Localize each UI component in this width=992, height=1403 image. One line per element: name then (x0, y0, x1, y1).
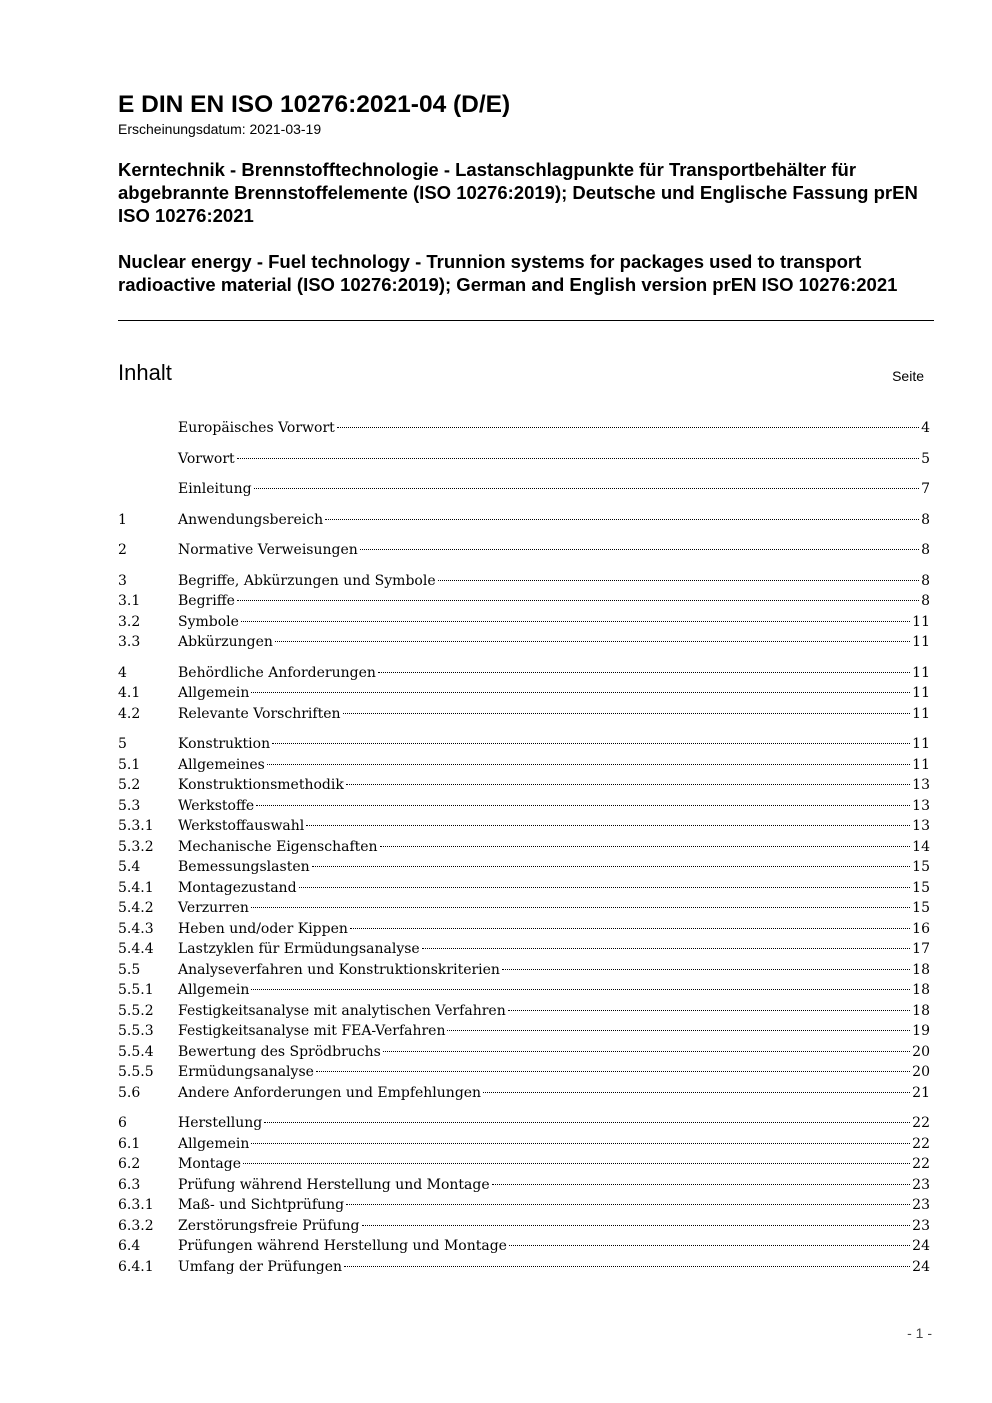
toc-entry[interactable] (118, 898, 930, 919)
toc-leader-dots (299, 887, 911, 888)
toc-leader-dots (346, 784, 910, 785)
toc-entry[interactable] (118, 796, 930, 817)
toc-entry-label: Einleitung (178, 481, 252, 497)
toc-entry-number: 5.4 (118, 859, 141, 875)
toc-entry-number: 5.5.4 (118, 1043, 154, 1060)
toc-entry-label: Montage (178, 1156, 241, 1172)
toc-entry[interactable] (118, 1195, 930, 1216)
toc-leader-dots (350, 928, 910, 929)
toc-entry[interactable] (118, 571, 930, 592)
toc-entry-label: Normative Verweisungen (178, 542, 358, 558)
toc-leader-dots (237, 458, 919, 459)
toc-entry-number: 6.3 (118, 1176, 141, 1193)
toc-leader-dots (243, 1163, 910, 1164)
toc-leader-dots (312, 866, 911, 867)
toc-entry-page: 24 (912, 1258, 930, 1275)
toc-leader-dots (251, 907, 910, 908)
toc-leader-dots (251, 1143, 910, 1144)
toc-entry-label: Vorwort (178, 450, 235, 467)
toc-leader-dots (275, 641, 910, 642)
document-id: E DIN EN ISO 10276:2021-04 (D/E) (118, 91, 511, 118)
toc-entry-number: 6.4.1 (118, 1258, 154, 1275)
toc-entry-label: Konstruktionsmethodik (178, 777, 344, 793)
toc-entry-number: 5.5.3 (118, 1023, 154, 1039)
toc-entry-label: Bemessungslasten (178, 859, 310, 875)
toc-leader-dots (502, 969, 910, 970)
toc-leader-dots (272, 743, 910, 744)
toc-entry-number: 6.2 (118, 1156, 141, 1172)
toc-entry-page: 23 (912, 1176, 930, 1193)
toc-entry-number: 5.4.4 (118, 941, 154, 957)
toc-entry-number: 4 (118, 664, 127, 681)
toc-entry-number: 3 (118, 572, 127, 589)
toc-entry-number: 2 (118, 542, 127, 558)
toc-leader-dots (256, 805, 910, 806)
toc-leader-dots (267, 764, 910, 765)
toc-entry-label: Heben und/oder Kippen (178, 920, 348, 937)
toc-entry-page: 18 (912, 961, 930, 978)
toc-entry-label: Werkstoffe (178, 797, 255, 814)
table-of-contents (118, 418, 930, 1277)
toc-entry-label: Prüfungen während Herstellung und Montage (178, 1238, 507, 1254)
toc-entry-page: 13 (912, 818, 930, 834)
toc-entry-label: Abkürzungen (178, 634, 273, 650)
toc-entry-number: 3.2 (118, 613, 141, 630)
toc-entry-page: 20 (912, 1043, 930, 1060)
toc-entry-page: 11 (912, 736, 930, 752)
title-english: Nuclear energy - Fuel technology - Trunnion systems for packages used to transport radioactive material (ISO 10276:2019); German and English version prEN ISO 10276:2021 (118, 251, 898, 295)
toc-entry-label: Anwendungsbereich (178, 511, 324, 528)
toc-leader-dots (492, 1184, 911, 1185)
toc-entry-number: 4.2 (118, 705, 141, 722)
toc-entry-number: 5.5 (118, 961, 141, 978)
toc-entry-number: 6 (118, 1115, 127, 1131)
toc-entry-label: Analyseverfahren und Konstruktionskriterien (178, 961, 500, 978)
toc-entry-number: 5.6 (118, 1084, 141, 1101)
toc-entry-page: 17 (912, 941, 930, 957)
page-column-label: Seite (892, 368, 924, 384)
toc-entry-page: 8 (921, 572, 930, 589)
toc-leader-dots (251, 989, 910, 990)
toc-leader-dots (360, 549, 919, 550)
toc-entry-page: 7 (921, 481, 930, 497)
toc-entry-number: 6.3.2 (118, 1217, 154, 1234)
toc-entry-label: Begriffe, Abkürzungen und Symbole (178, 572, 436, 589)
toc-entry-number: 5.4.1 (118, 879, 154, 896)
toc-entry-page: 13 (912, 777, 930, 793)
toc-entry[interactable] (118, 1134, 930, 1155)
toc-entry-label: Mechanische Eigenschaften (178, 838, 378, 855)
publication-date: Erscheinungsdatum: 2021-03-19 (118, 121, 322, 137)
toc-entry[interactable] (118, 663, 930, 684)
toc-entry-page: 11 (912, 664, 930, 681)
toc-entry-page: 16 (912, 920, 930, 937)
toc-leader-dots (378, 672, 910, 673)
toc-leader-dots (251, 692, 910, 693)
toc-entry-page: 18 (912, 1002, 930, 1019)
toc-entry-page: 13 (912, 797, 930, 814)
toc-leader-dots (344, 1266, 910, 1267)
toc-leader-dots (237, 600, 919, 601)
toc-entry-page: 21 (912, 1084, 930, 1101)
title-german: Kerntechnik - Brennstofftechnologie - Lastanschlagpunkte für Transportbehälter für abgebrannte Brennstoffelemente (ISO 10276:2019); Deutsche und Englische Fassung prEN ISO 10276:2021 (118, 159, 918, 226)
toc-entry-number: 5.5.2 (118, 1002, 154, 1019)
toc-entry-number: 1 (118, 511, 127, 528)
toc-entry-number: 4.1 (118, 685, 141, 701)
toc-leader-dots (438, 580, 919, 581)
toc-entry-number: 5.4.2 (118, 900, 154, 916)
toc-entry-label: Bewertung des Sprödbruchs (178, 1043, 381, 1060)
toc-entry-page: 4 (921, 420, 930, 436)
toc-entry-page: 11 (912, 705, 930, 722)
toc-entry-label: Herstellung (178, 1115, 263, 1131)
toc-entry-page: 8 (921, 511, 930, 528)
toc-entry[interactable] (118, 837, 930, 858)
toc-entry-number: 5.2 (118, 777, 141, 793)
contents-heading: Inhalt (118, 360, 172, 385)
toc-entry[interactable] (118, 857, 930, 878)
toc-entry-number: 5.4.3 (118, 920, 154, 937)
toc-entry-label: Begriffe (178, 593, 235, 609)
toc-entry-page: 15 (912, 859, 930, 875)
toc-entry[interactable] (118, 1216, 930, 1237)
toc-entry[interactable] (118, 632, 930, 653)
toc-entry-label: Zerstörungsfreie Prüfung (178, 1217, 360, 1234)
toc-entry[interactable] (118, 540, 930, 561)
page-number: - 1 - (907, 1325, 932, 1341)
toc-entry[interactable] (118, 775, 930, 796)
toc-entry[interactable] (118, 755, 930, 776)
toc-entry-page: 11 (912, 634, 930, 650)
toc-entry-label: Ermüdungsanalyse (178, 1064, 314, 1080)
toc-entry-number: 6.4 (118, 1238, 141, 1254)
toc-entry[interactable] (118, 1042, 930, 1063)
toc-entry-label: Maß- und Sichtprüfung (178, 1197, 345, 1213)
toc-entry-page: 14 (912, 838, 930, 855)
toc-entry-page: 11 (912, 685, 930, 701)
toc-entry[interactable] (118, 816, 930, 837)
toc-entry[interactable] (118, 591, 930, 612)
toc-entry-page: 15 (912, 900, 930, 916)
toc-entry[interactable] (118, 1083, 930, 1104)
toc-entry[interactable] (118, 449, 930, 470)
toc-entry[interactable] (118, 960, 930, 981)
toc-entry-page: 8 (921, 593, 930, 609)
toc-entry[interactable] (118, 479, 930, 500)
toc-entry-number: 5.3.1 (118, 818, 154, 834)
toc-entry-number: 5.1 (118, 756, 141, 773)
toc-entry[interactable] (118, 1236, 930, 1257)
toc-leader-dots (337, 427, 919, 428)
title-divider (118, 320, 934, 321)
toc-entry-label: Allgemein (178, 685, 250, 701)
toc-entry-page: 22 (912, 1135, 930, 1152)
toc-entry-number: 5.5.1 (118, 982, 154, 998)
toc-entry[interactable] (118, 510, 930, 531)
toc-leader-dots (380, 846, 911, 847)
toc-leader-dots (422, 948, 910, 949)
toc-entry-number: 5.5.5 (118, 1064, 154, 1080)
toc-leader-dots (346, 1204, 910, 1205)
toc-entry[interactable] (118, 1113, 930, 1134)
toc-leader-dots (343, 713, 911, 714)
toc-entry[interactable] (118, 919, 930, 940)
toc-entry-page: 8 (921, 542, 930, 558)
toc-entry-number: 6.3.1 (118, 1197, 154, 1213)
toc-entry-page: 19 (912, 1023, 930, 1039)
toc-entry[interactable] (118, 1154, 930, 1175)
toc-entry[interactable] (118, 683, 930, 704)
toc-entry-page: 22 (912, 1115, 930, 1131)
toc-entry-number: 3.3 (118, 634, 141, 650)
toc-entry-number: 5.3 (118, 797, 141, 814)
toc-leader-dots (362, 1225, 911, 1226)
toc-entry-label: Allgemein (178, 982, 250, 998)
toc-leader-dots (254, 488, 920, 489)
toc-entry-label: Relevante Vorschriften (178, 705, 341, 722)
toc-entry[interactable] (118, 1001, 930, 1022)
toc-entry[interactable] (118, 1062, 930, 1083)
toc-entry-number: 5.3.2 (118, 838, 154, 855)
toc-entry[interactable] (118, 734, 930, 755)
toc-entry-label: Symbole (178, 613, 239, 630)
toc-entry-label: Montagezustand (178, 879, 297, 896)
toc-entry[interactable] (118, 878, 930, 899)
toc-entry-page: 15 (912, 879, 930, 896)
toc-leader-dots (241, 621, 910, 622)
toc-entry-page: 18 (912, 982, 930, 998)
toc-entry-label: Allgemein (178, 1135, 250, 1152)
toc-entry[interactable] (118, 1175, 930, 1196)
toc-entry-page: 11 (912, 756, 930, 773)
toc-entry-label: Festigkeitsanalyse mit FEA-Verfahren (178, 1023, 446, 1039)
toc-entry-label: Umfang der Prüfungen (178, 1258, 343, 1275)
toc-entry[interactable] (118, 939, 930, 960)
toc-entry-label: Behördliche Anforderungen (178, 664, 376, 681)
toc-entry-label: Werkstoffauswahl (178, 818, 305, 834)
toc-entry-label: Allgemeines (178, 756, 265, 773)
toc-entry-number: 6.1 (118, 1135, 141, 1152)
toc-leader-dots (264, 1122, 910, 1123)
toc-entry-page: 11 (912, 613, 930, 630)
toc-leader-dots (306, 825, 910, 826)
toc-entry-page: 22 (912, 1156, 930, 1172)
toc-leader-dots (509, 1245, 910, 1246)
toc-leader-dots (447, 1030, 910, 1031)
toc-entry-page: 20 (912, 1064, 930, 1080)
toc-leader-dots (316, 1071, 910, 1072)
toc-entry-label: Konstruktion (178, 736, 271, 752)
toc-leader-dots (383, 1051, 910, 1052)
toc-entry[interactable] (118, 612, 930, 633)
toc-entry[interactable] (118, 418, 930, 439)
toc-entry[interactable] (118, 1021, 930, 1042)
toc-entry-page: 23 (912, 1217, 930, 1234)
toc-entry-number: 5 (118, 736, 127, 752)
toc-entry-label: Festigkeitsanalyse mit analytischen Verfahren (178, 1002, 506, 1019)
toc-entry-label: Andere Anforderungen und Empfehlungen (178, 1084, 482, 1101)
toc-entry-label: Verzurren (178, 900, 249, 916)
toc-entry-page: 24 (912, 1238, 930, 1254)
toc-entry-number: 3.1 (118, 593, 141, 609)
toc-leader-dots (483, 1092, 910, 1093)
toc-entry[interactable] (118, 980, 930, 1001)
toc-leader-dots (508, 1010, 910, 1011)
toc-entry-label: Europäisches Vorwort (178, 420, 335, 436)
toc-entry[interactable] (118, 1257, 930, 1278)
toc-entry-page: 23 (912, 1197, 930, 1213)
toc-leader-dots (325, 519, 919, 520)
toc-entry-label: Prüfung während Herstellung und Montage (178, 1176, 490, 1193)
toc-entry-label: Lastzyklen für Ermüdungsanalyse (178, 941, 420, 957)
toc-entry-page: 5 (921, 450, 930, 467)
toc-entry[interactable] (118, 704, 930, 725)
